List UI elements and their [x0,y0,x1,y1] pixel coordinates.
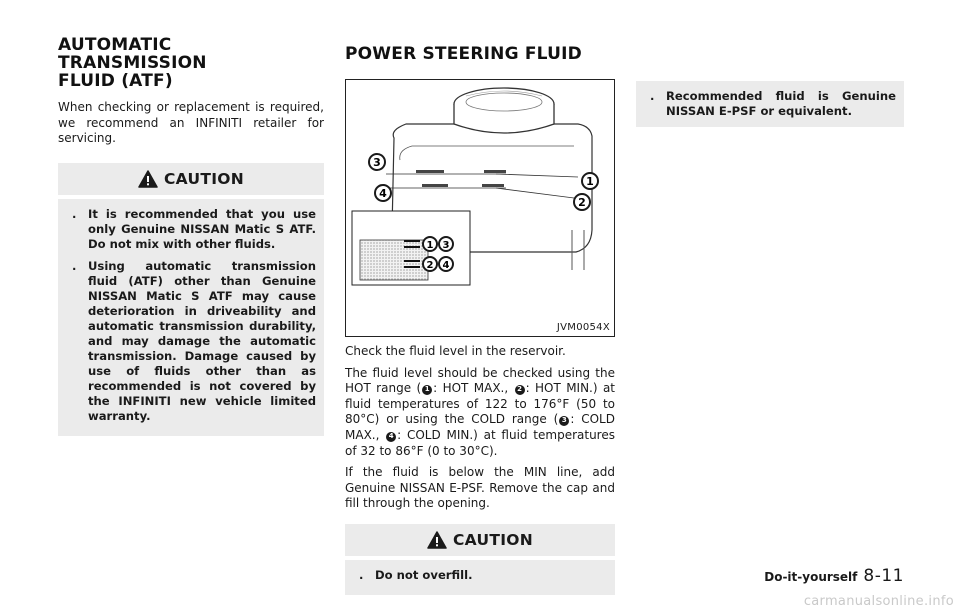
callout-3 [369,154,385,170]
atf-heading-line2: FLUID (ATF) [58,71,173,91]
list-item [66,259,316,424]
inset-callout-2 [423,257,437,271]
list-item [644,89,896,119]
figure-code: JVM0054X [556,322,610,333]
svg-text:2: 2 [426,260,434,271]
svg-text:1: 1 [586,175,594,188]
ps-caution-header [345,524,615,560]
page-footer [764,566,904,586]
atf-caution-item-1: It is recommended that you use only Genuine NISSAN Matic S ATF. Do not mix with other fluids. [88,206,316,251]
atf-intro: When checking or replacement is required, we recommend an INFINITI retailer for servicing. [58,100,324,146]
atf-caution-header [58,163,324,199]
svg-text:4: 4 [379,187,387,200]
ps-caution-item-1: Do not overfill. [375,567,473,582]
bullet: . [72,258,77,273]
reservoir-figure [345,79,615,337]
svg-text:1: 1 [426,240,434,251]
recommended-fluid-box [636,81,904,127]
svg-text:3: 3 [373,156,381,169]
recommended-fluid-list [636,81,904,127]
warning-triangle-icon [427,531,447,549]
inset-callout-3 [439,237,453,251]
ps-caution-list [345,560,615,595]
atf-caution-title: CAUTION [163,169,245,188]
svg-text:4: 4 [442,260,450,271]
callout-2 [574,194,590,210]
para-add-fluid: If the fluid is below the MIN line, add Genuine NISSAN E-PSF. Remove the cap and fill through the opening. [345,465,615,511]
list-item [66,207,316,252]
callout-2-inline: 2 [515,385,525,395]
footer-section: Do-it-yourself [764,570,858,584]
bullet: . [359,567,364,582]
power-steering-heading: POWER STEERING FLUID [345,44,582,64]
atf-caution-box [58,163,324,436]
para-check-level: Check the fluid level in the reservoir. [345,344,566,358]
callout-3-inline: 3 [559,416,569,426]
callout-4 [375,185,391,201]
svg-text:2: 2 [578,196,586,209]
warning-triangle-icon [138,170,158,188]
atf-caution-list [58,199,324,436]
callout-4-inline: 4 [386,432,396,442]
para-level-ranges: The fluid level should be checked using the HOT range ( 1 : HOT MAX., 2 : HOT MIN.) at fluid temperatures of 122 to 176°F (50 to 80°C) or using the COLD range ( 3 : COLD MAX., 4 : COLD MIN.) at fluid temperatures of 32 to 86°F (0 to 30°C). [345,365,615,458]
atf-heading-line1: AUTOMATIC TRANSMISSION [58,35,207,73]
recommended-fluid-note [636,81,904,127]
power-steering-text [345,344,615,595]
list-item [353,568,607,583]
recommended-fluid-item: Recommended fluid is Genuine NISSAN E-PSF or equivalent. [666,89,896,118]
callout-1-inline: 1 [422,385,432,395]
bullet: . [72,206,77,221]
atf-caution-item-2: Using automatic transmission fluid (ATF) other than Genuine NISSAN Matic S ATF may cause deterioration in driveability and automatic transmission durability, and may damage the automatic transmission. Damage caused by use of fluids other than as recommended is not covered by the INFINITI new vehicle limited warranty. [88,258,316,423]
inset-callout-4 [439,257,453,271]
inset-callout-1 [423,237,437,251]
ps-caution-title: CAUTION [452,530,534,549]
reservoir-illustration [346,80,616,338]
bullet: . [650,89,655,103]
atf-heading [58,36,324,90]
callout-1 [582,173,598,189]
atf-section [58,36,324,436]
svg-text:3: 3 [442,240,450,251]
ps-caution-box [345,524,615,595]
page-number: 8-11 [863,566,904,586]
watermark: carmanualsonline.info [803,594,954,609]
